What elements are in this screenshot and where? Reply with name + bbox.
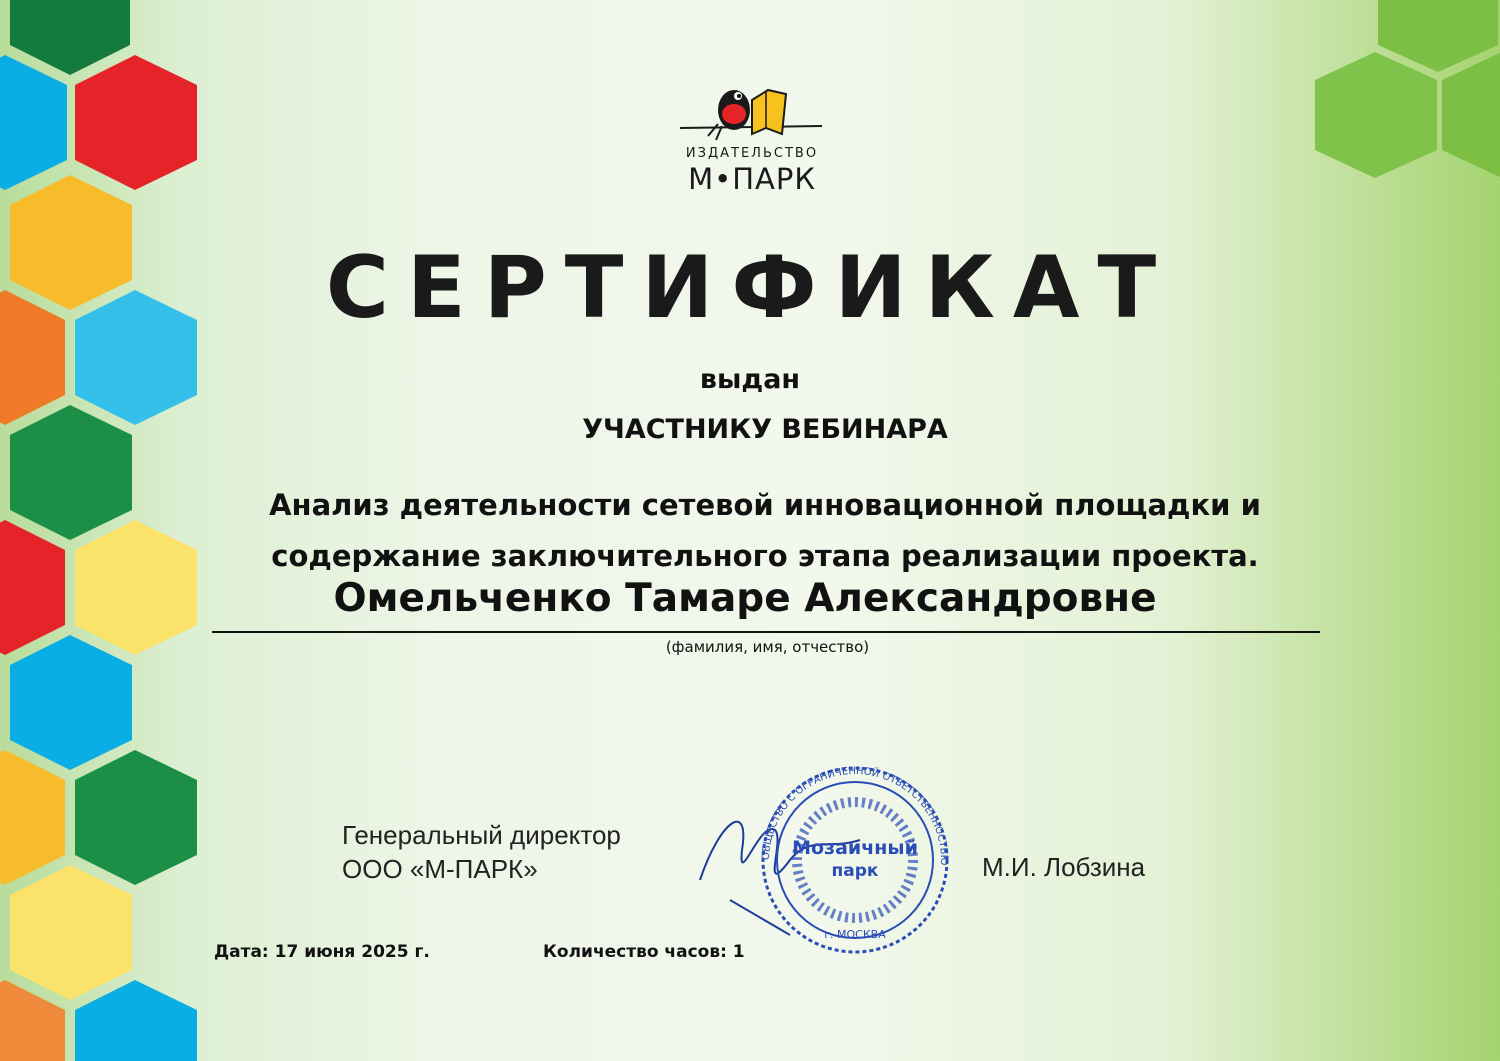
- signatory-position: [342, 818, 621, 886]
- logo-subtitle: ИЗДАТЕЛЬСТВО: [685, 146, 819, 161]
- company-stamp: [690, 760, 980, 960]
- bird-book-icon: [672, 78, 832, 148]
- decorative-hexagons-left: [0, 0, 210, 1061]
- certificate-date: Дата: 17 июня 2025 г.: [214, 942, 430, 962]
- publisher-logo: [672, 78, 832, 203]
- hours-count: Количество часов: 1: [543, 942, 745, 962]
- stamp-city: г. МОСКВА: [824, 928, 886, 941]
- topic-line-2: содержание заключительного этапа реализации проекта.: [271, 539, 1259, 573]
- topic-line-1: Анализ деятельности сетевой инновационной площадки и: [269, 488, 1261, 522]
- stamp-center-line-2: парк: [831, 861, 879, 881]
- certificate-title: СЕРТИФИКАТ: [325, 238, 1175, 338]
- stamp-ring-text: ОБЩЕСТВО С ОГРАНИЧЕННОЙ ОТВЕТСТВЕННОСТЬЮ: [760, 765, 950, 866]
- name-underline: [212, 631, 1320, 633]
- stamp-center-line-1: Мозаичный: [792, 837, 918, 859]
- position-line-1: Генеральный директор: [342, 820, 621, 850]
- issued-label: выдан: [699, 364, 801, 395]
- webinar-topic: [215, 480, 1315, 582]
- recipient-type: УЧАСТНИКУ ВЕБИНАРА: [582, 414, 948, 445]
- name-caption: (фамилия, имя, отчество): [665, 638, 870, 656]
- recipient-name: Омельченко Тамаре Александровне: [333, 576, 1157, 621]
- logo-name: М•ПАРК: [688, 162, 816, 196]
- signer-name: М.И. Лобзина: [982, 852, 1146, 882]
- position-line-2: ООО «М-ПАРК»: [342, 854, 538, 884]
- decorative-hexagons-right: [1300, 0, 1500, 1061]
